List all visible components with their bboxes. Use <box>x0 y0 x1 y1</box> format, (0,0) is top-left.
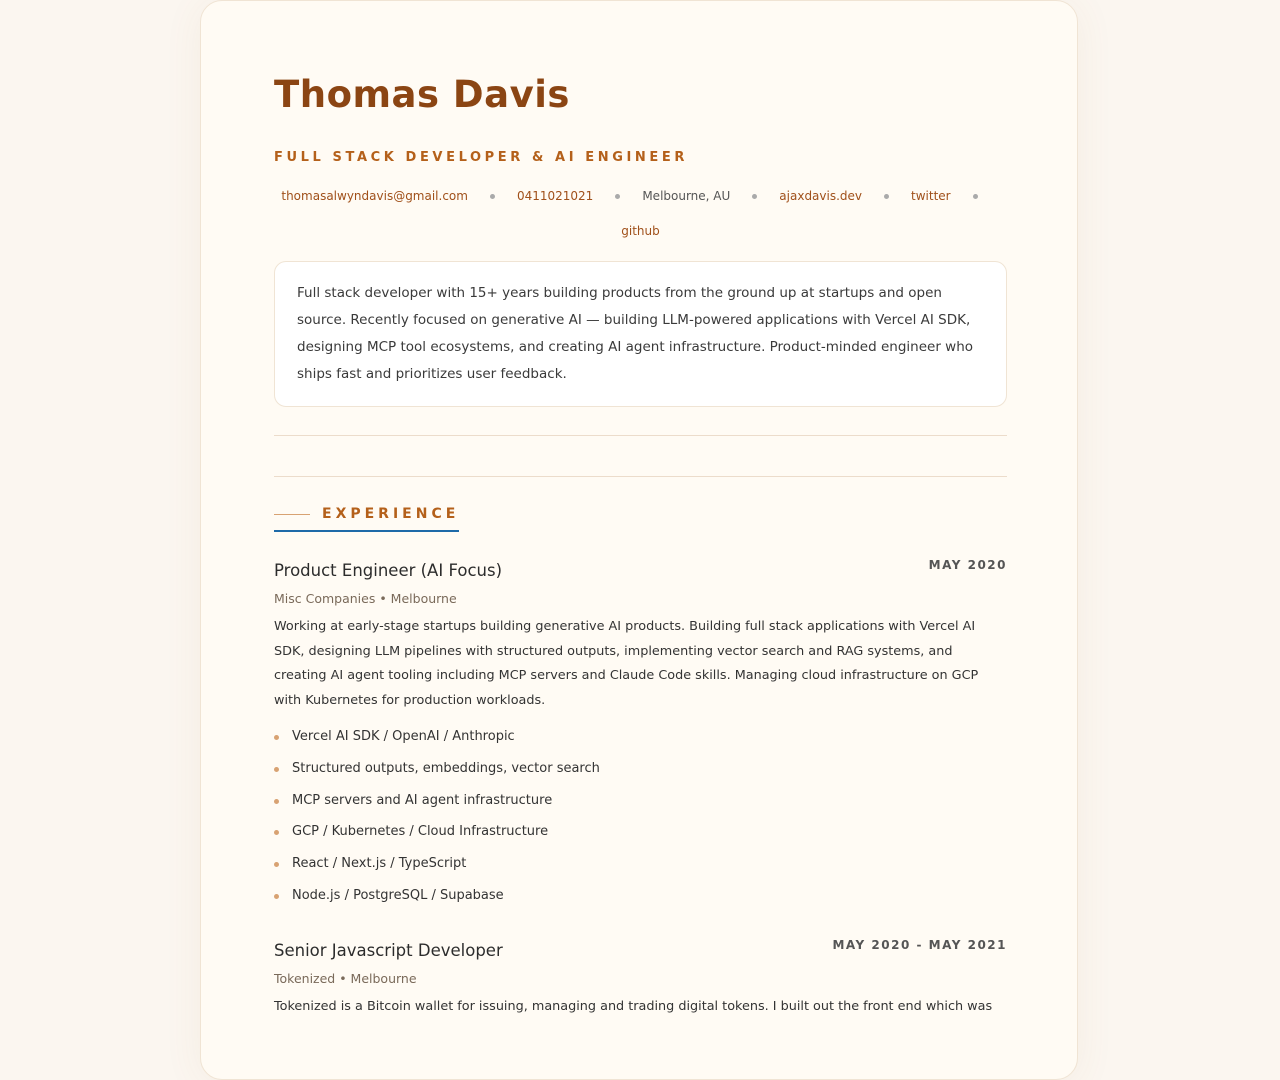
list-item: GCP / Kubernetes / Cloud Infrastructure <box>274 820 600 852</box>
email-link[interactable]: thomasalwyndavis@gmail.com <box>281 189 468 203</box>
website-link[interactable]: ajaxdavis.dev <box>779 189 863 203</box>
job-date: MAY 2020 <box>928 558 1007 572</box>
separator-dot <box>490 194 495 199</box>
candidate-name: Thomas Davis <box>274 73 570 116</box>
list-item: React / Next.js / TypeScript <box>274 852 600 884</box>
twitter-link[interactable]: twitter <box>911 189 951 203</box>
summary-card: Full stack developer with 15+ years building products from the ground up at startups and open source. Recently focused on generative AI — building LLM-powered applications with Vercel AI SDK, designing MCP tool ecosystems, and creating AI agent infrastructure. Product-minded engineer who ships fast and prioritizes user feedback. <box>274 261 1007 407</box>
heading-accent-line <box>274 514 310 515</box>
job-entry <box>274 558 1007 921</box>
separator-dot <box>615 194 620 199</box>
skills-list <box>274 725 600 916</box>
candidate-role: FULL STACK DEVELOPER & AI ENGINEER <box>274 150 688 165</box>
job-date: MAY 2020 - MAY 2021 <box>832 938 1007 952</box>
separator-dot <box>884 194 889 199</box>
github-link[interactable]: github <box>621 224 660 238</box>
job-entry <box>274 938 1007 1025</box>
divider <box>274 435 1007 436</box>
phone-link[interactable]: 0411021021 <box>516 189 594 203</box>
resume-page <box>200 0 1078 1080</box>
list-item: Node.js / PostgreSQL / Supabase <box>274 884 600 916</box>
section-title: EXPERIENCE <box>322 506 460 522</box>
job-description: Tokenized is a Bitcoin wallet for issuing, managing and trading digital tokens. I built out the front end which was <box>274 999 993 1014</box>
job-description: Working at early-stage startups building generative AI products. Building full stack applications with Vercel AI SDK, designing LLM pipelines with structured outputs, implementing vector search and RAG systems, and creating AI agent tooling including MCP servers and Claude Code skills. Managing cloud infrastructure on GCP with Kubernetes for production workloads. <box>274 619 979 708</box>
job-title: Senior Javascript Developer <box>274 941 503 960</box>
experience-section-heading <box>274 506 459 532</box>
list-item: Structured outputs, embeddings, vector search <box>274 757 600 789</box>
list-item: Vercel AI SDK / OpenAI / Anthropic <box>274 725 600 757</box>
list-item: MCP servers and AI agent infrastructure <box>274 789 600 821</box>
job-company: Misc Companies • Melbourne <box>274 591 457 606</box>
divider <box>274 476 1007 477</box>
job-company: Tokenized • Melbourne <box>274 971 417 986</box>
separator-dot <box>752 194 757 199</box>
separator-dot <box>973 194 978 199</box>
job-title: Product Engineer (AI Focus) <box>274 561 503 580</box>
location-text: Melbourne, AU <box>642 189 731 203</box>
contact-bar <box>274 187 1007 241</box>
